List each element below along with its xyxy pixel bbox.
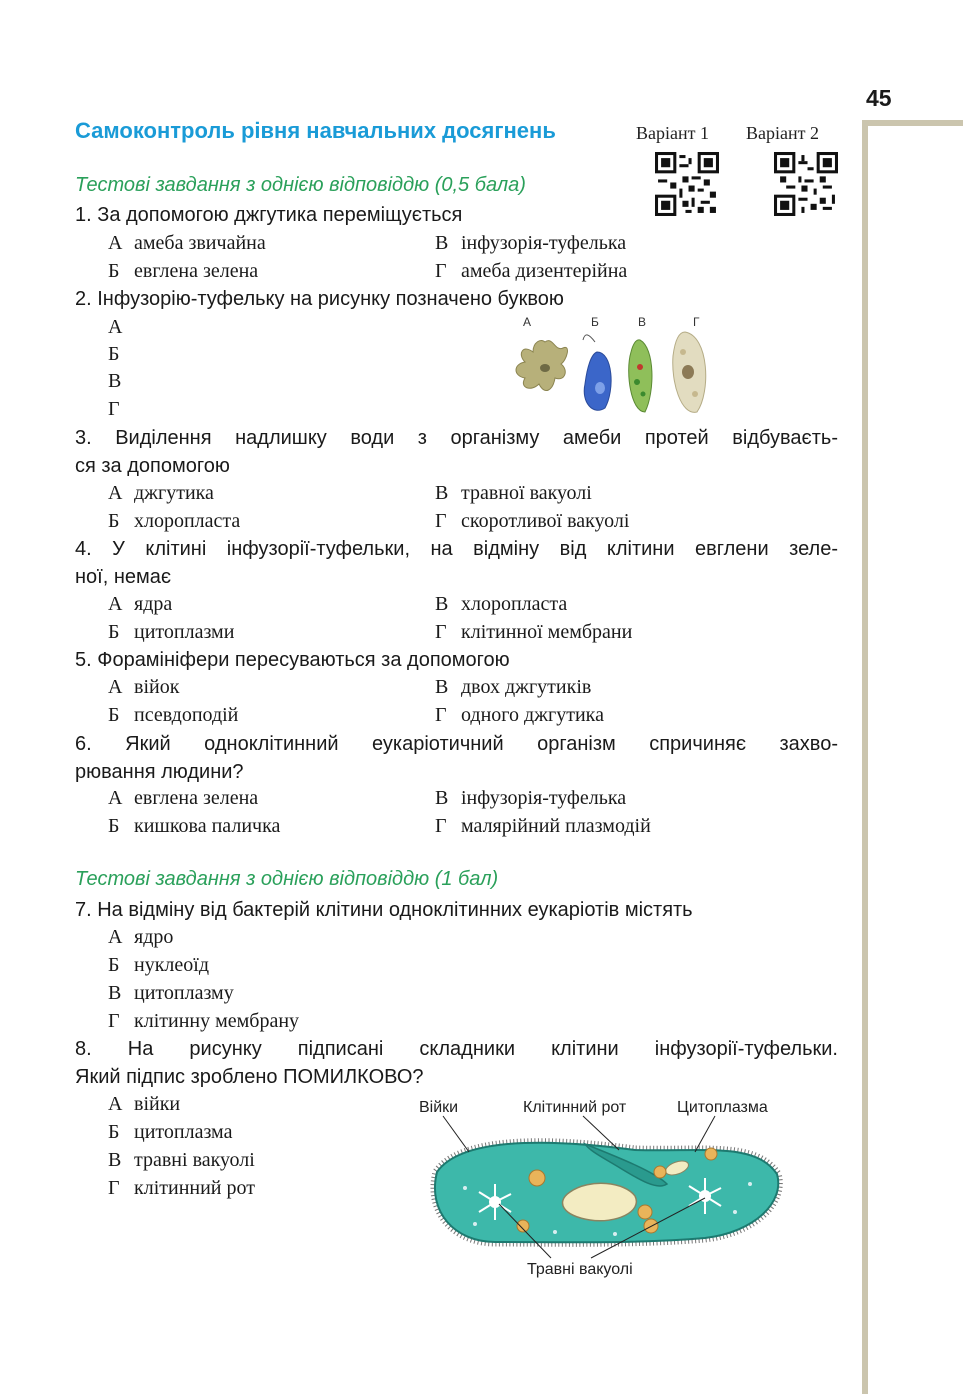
q2-option-b[interactable]: Б	[108, 343, 120, 365]
q6-option-a[interactable]: А евглена зелена	[108, 787, 259, 809]
question-3-line-2: ся за допомогою	[75, 455, 230, 477]
amoeba-image	[516, 340, 567, 390]
q4-option-b[interactable]: Б цитоплазми	[108, 621, 235, 643]
question-6-line-2: рювання людини?	[75, 761, 244, 783]
question-8-line-2: Який підпис зроблено ПОМИЛКОВО?	[75, 1066, 424, 1088]
q7-option-g[interactable]: Г клітинну мембрану	[108, 1010, 300, 1032]
q8-option-b[interactable]: Б цитоплазма	[108, 1121, 233, 1143]
question-8-line-1: 8. На рисунку підписані складники клітини інфузорії-туфельки.	[75, 1038, 838, 1060]
variant-2-label: Варіант 2	[746, 123, 819, 143]
section-heading-1: Тестові завдання з однією відповіддю (0,5 бала)	[75, 174, 526, 196]
label-cytoplasm: Цитоплазма	[677, 1099, 768, 1116]
question-1: 1. За допомогою джгутика переміщується	[75, 204, 463, 226]
q6-option-v[interactable]: В інфузорія-туфелька	[435, 787, 627, 809]
q8-option-a[interactable]: А війки	[108, 1093, 181, 1115]
q5-option-b[interactable]: Б псевдоподій	[108, 704, 239, 726]
page-sidebar	[862, 120, 963, 1394]
q1-option-g[interactable]: Г амеба дизентерійна	[435, 260, 628, 282]
q1-option-a[interactable]: А амеба звичайна	[108, 232, 266, 254]
macronucleus	[563, 1183, 637, 1220]
q4-option-v[interactable]: В хлоропласта	[435, 593, 568, 615]
q6-option-b[interactable]: Б кишкова паличка	[108, 815, 281, 837]
q2-option-a[interactable]: А	[108, 316, 123, 338]
q7-option-a[interactable]: А ядро	[108, 926, 174, 948]
q4-option-a[interactable]: А ядра	[108, 593, 173, 615]
q7-option-b[interactable]: Б нуклеоїд	[108, 954, 210, 976]
q2-option-v[interactable]: В	[108, 370, 122, 392]
q5-option-v[interactable]: В двох джгутиків	[435, 676, 592, 698]
figure-letter-g: Г	[693, 315, 700, 329]
paramecium-green-image	[629, 340, 652, 412]
label-cell-mouth: Клітинний рот	[523, 1099, 627, 1116]
q1-option-b[interactable]: Б евглена зелена	[108, 260, 259, 282]
q3-option-g[interactable]: Г скоротливої вакуолі	[435, 510, 630, 532]
question-7: 7. На відміну від бактерій клітини одноклітинних еукаріотів містять	[75, 899, 693, 921]
page-number: 45	[866, 85, 892, 111]
protists-figure	[505, 312, 720, 418]
euglena-image	[583, 335, 611, 410]
label-cilia: Війки	[419, 1099, 459, 1116]
q8-option-v[interactable]: В травні вакуолі	[108, 1149, 255, 1171]
q2-option-g[interactable]: Г	[108, 398, 120, 420]
q4-option-g[interactable]: Г клітинної мембрани	[435, 621, 633, 643]
section-heading-2: Тестові завдання з однією відповіддю (1 бал)	[75, 868, 499, 890]
q3-option-a[interactable]: А джгутика	[108, 482, 214, 504]
q1-option-v[interactable]: В інфузорія-туфелька	[435, 232, 627, 254]
question-6-line-1: 6. Який одноклітинний еукаріотичний організм спричиняє захво-	[75, 733, 838, 755]
figure-letter-v: В	[638, 315, 647, 329]
q8-option-g[interactable]: Г клітинний рот	[108, 1177, 255, 1199]
q3-option-v[interactable]: В травної вакуолі	[435, 482, 592, 504]
question-3-line-1: 3. Виділення надлишку води з організму амеби протей відбуваєть-	[75, 427, 838, 449]
question-4-line-2: ної, немає	[75, 566, 172, 588]
q6-option-g[interactable]: Г малярійний плазмодій	[435, 815, 651, 837]
q5-option-a[interactable]: А війок	[108, 676, 180, 698]
q3-option-b[interactable]: Б хлоропласта	[108, 510, 241, 532]
question-5: 5. Форамініфери пересуваються за допомогою	[75, 649, 510, 671]
paramecium-beige-image	[673, 332, 706, 412]
label-food-vacuoles: Травні вакуолі	[527, 1261, 633, 1278]
paramecium-diagram	[405, 1092, 795, 1287]
figure-letter-a: А	[523, 315, 532, 329]
page-title: Самоконтроль рівня навчальних досягнень	[75, 118, 556, 143]
figure-letter-b: Б	[591, 315, 599, 329]
q7-option-v[interactable]: В цитоплазму	[108, 982, 234, 1004]
q5-option-g[interactable]: Г одного джгутика	[435, 704, 604, 726]
variant-1-label: Варіант 1	[636, 123, 709, 143]
question-2: 2. Інфузорію-туфельку на рисунку позначено буквою	[75, 288, 564, 310]
question-4-line-1: 4. У клітині інфузорії-туфельки, на відміну від клітини евглени зеле-	[75, 538, 838, 560]
